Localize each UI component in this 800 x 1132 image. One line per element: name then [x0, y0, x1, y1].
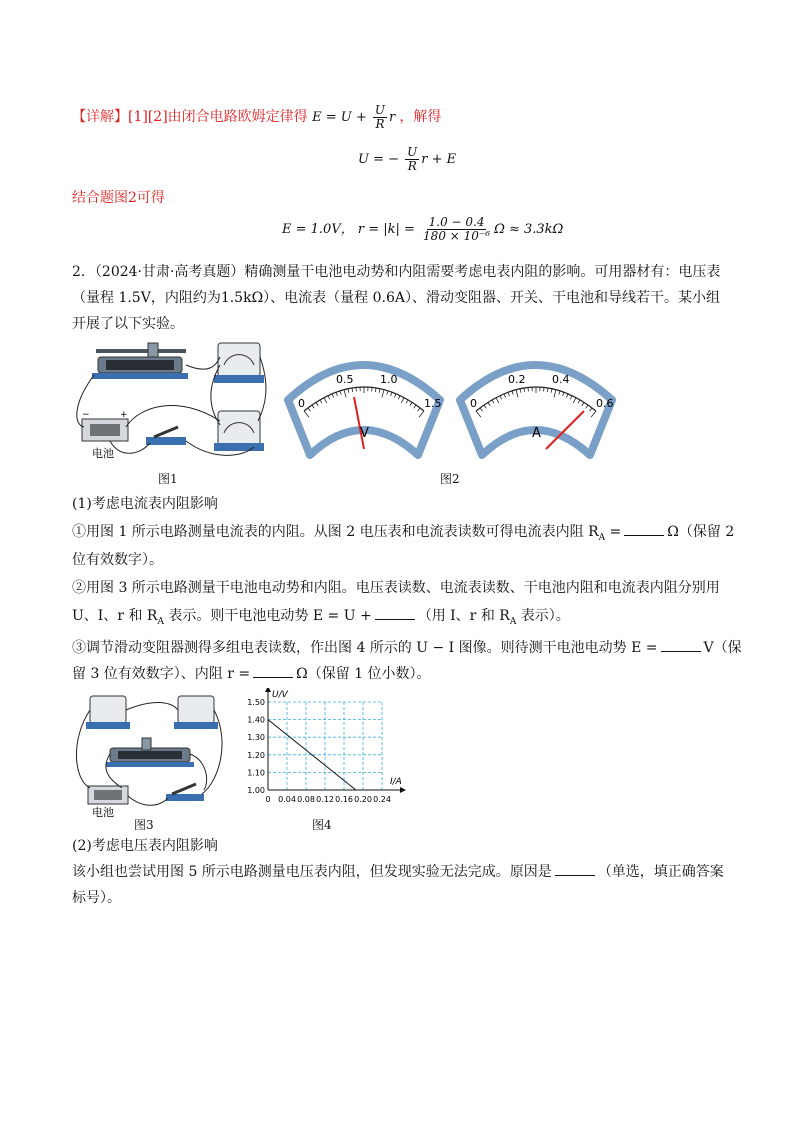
part-1-item-3b: [72, 664, 431, 684]
voltmeter-base: [214, 375, 264, 383]
wire: [128, 796, 168, 805]
p3a-end: V（保: [703, 640, 742, 656]
voltmeter-body: [90, 696, 126, 724]
x-tick-label: 0.12: [316, 795, 334, 804]
y-tick-label: 1.40: [247, 715, 265, 725]
part-2-item-a: [72, 862, 724, 882]
ammeter-letter: A: [532, 426, 541, 441]
switch-lever: [172, 784, 196, 794]
switch-base: [146, 437, 186, 445]
p2b-mid: 表示。则干电池电动势 E = U +: [163, 608, 372, 624]
r-num: 1.0 − 0.4: [428, 215, 485, 229]
y-axis-label: U/V: [272, 690, 288, 700]
rheostat-coil: [106, 360, 174, 370]
r-result: Ω ≈ 3.3kΩ: [494, 222, 564, 237]
e-value: E = 1.0V: [282, 222, 341, 237]
eq2-num: U: [407, 145, 418, 159]
a-tick-label: 0.4: [552, 373, 570, 386]
p2b-end: （用 I、r 和 R: [417, 608, 510, 624]
solution-combine: 结合题图2可得: [72, 190, 165, 206]
voltmeter-letter: V: [360, 426, 369, 441]
answer-blank-r[interactable]: [253, 665, 293, 678]
equation-2: [358, 146, 456, 173]
wire: [110, 441, 150, 453]
battery-cell: [90, 424, 120, 436]
answer-blank-reason[interactable]: [555, 863, 595, 876]
a-tick-label: 0.2: [508, 373, 526, 386]
wire: [126, 703, 178, 711]
x-axis-arrow: [400, 787, 406, 793]
battery-cell: [94, 790, 122, 800]
solution-line-1: [72, 104, 441, 131]
x-tick-label: 0.20: [354, 795, 372, 804]
battery-minus: −: [82, 410, 90, 420]
question-line-3: 开展了以下实验。: [72, 316, 184, 332]
x-tick-label: 0.16: [335, 795, 353, 804]
switch-lever: [154, 427, 178, 437]
ammeter-base: [214, 443, 264, 451]
rheostat-slider: [148, 343, 158, 357]
part-1-item-1a: [72, 522, 734, 548]
eq1-num: U: [374, 103, 386, 117]
solution-tag: 【详解】: [72, 109, 128, 125]
y-tick-label: 1.20: [247, 750, 265, 760]
x-tick-label: 0.08: [297, 795, 315, 804]
p2b-start: U、I、r 和 R: [72, 608, 158, 624]
answer-blank-emf[interactable]: [661, 639, 701, 652]
figure-2-meters: [278, 345, 618, 465]
part-1-item-2a: ②用图 3 所示电路测量干电池电动势和内阻。电压表读数、电流表读数、干电池内阻和电流表内阻分别用: [72, 580, 720, 596]
solution-intro: [1][2]由闭合电路欧姆定律得: [128, 109, 308, 125]
fig2-caption: 图2: [440, 472, 460, 486]
p2b-end2: 表示）。: [516, 608, 570, 624]
p1a-end: Ω（保留 2: [667, 524, 735, 540]
ammeter-body: [178, 696, 214, 724]
eq2-tail: r + E: [421, 152, 457, 167]
p2b-sub: A: [157, 616, 164, 627]
battery-label: 电池: [92, 806, 114, 819]
r-fraction: [421, 216, 492, 243]
figure-1-circuit: [70, 335, 270, 465]
p4a-end: （单选，填正确答案: [597, 864, 724, 880]
v-tick-label: 1.0: [380, 373, 398, 386]
question-line-2: （量程 1.5V，内阻约为1.5kΩ）、电流表（量程 0.6A）、滑动变阻器、开关、干电池和导线若干。某小组: [72, 290, 721, 306]
equation-1: [312, 103, 399, 131]
eq1-fraction: [373, 104, 387, 131]
eq1-tail: r: [389, 110, 396, 125]
y-tick-label: 1.50: [247, 698, 265, 707]
part-1-item-1b: 位有效数字）。: [72, 552, 163, 568]
voltmeter-base: [86, 722, 130, 729]
r-expr: r = |k| =: [357, 222, 415, 237]
part-1-item-3a: [72, 638, 742, 658]
a-tick-label: 0: [470, 397, 477, 410]
ammeter-base: [174, 722, 218, 729]
wire: [186, 357, 220, 369]
y-axis-arrow: [265, 688, 271, 692]
fig3-caption: 图3: [134, 818, 154, 832]
rheostat-base: [92, 373, 188, 379]
part-1-item-2b: [72, 606, 570, 632]
p3b-end: Ω（保留 1 位小数）。: [296, 666, 431, 682]
part-2-item-b: 标号）。: [72, 890, 121, 906]
rheostat-bar: [96, 349, 186, 353]
question-line-1: 2．（2024·甘肃·高考真题）精确测量干电池电动势和内阻需要考虑电表内阻的影响。可用器材有：电压表: [72, 264, 721, 280]
battery-plus: +: [120, 410, 128, 420]
voltmeter-body: [218, 343, 260, 377]
wire: [76, 710, 90, 788]
y-tick-label: 1.30: [247, 733, 265, 743]
eq2-fraction: [405, 146, 419, 173]
v-tick-label: 1.5: [424, 397, 442, 410]
fig1-caption: 图1: [158, 472, 178, 486]
fig4-caption: 图4: [312, 818, 332, 832]
rheostat-coil: [118, 751, 182, 759]
equation-3: E = 1.0V， r = |k| = $\frac{1.0 - 0.4}{\text{180 × 10⁻⁶}}$ Ω ≈ 3.3kΩ: [282, 215, 564, 243]
v-tick-label: 0: [298, 397, 305, 410]
part-2-heading: (2)考虑电压表内阻影响: [72, 838, 218, 854]
figure-3-circuit: [70, 690, 230, 820]
x-tick-label: 0.24: [373, 795, 391, 804]
ammeter-body: [218, 411, 260, 445]
solution-solve: ，解得: [399, 109, 442, 125]
x-tick-label: 0: [265, 795, 271, 804]
series-line: [268, 720, 356, 790]
figure-4-ui-chart: [236, 688, 406, 812]
v-tick-label: 0.5: [336, 373, 354, 386]
eq2-den: R: [407, 159, 417, 173]
answer-blank-emf-expr[interactable]: [375, 607, 415, 620]
r-den: 180 × 10⁻⁶: [423, 229, 491, 243]
wire: [126, 406, 220, 427]
rheostat-base: [106, 762, 194, 767]
eq2-lhs: U = −: [358, 152, 400, 167]
y-tick-label: 1.10: [247, 768, 265, 778]
voltmeter-dial: [288, 365, 442, 455]
ammeter-dial: [460, 365, 614, 455]
p3b-start: 留 3 位有效数字）、内阻 r =: [72, 666, 251, 682]
battery-label: 电池: [92, 447, 114, 460]
p2b-sub2: A: [509, 616, 517, 627]
eq1-lhs: E = U +: [312, 110, 367, 125]
switch-base: [166, 794, 204, 801]
p1a-eq: =: [605, 524, 622, 540]
x-axis-label: I/A: [390, 777, 402, 787]
rheostat-slider: [142, 738, 151, 750]
part-1-heading: (1)考虑电流表内阻影响: [72, 496, 218, 512]
eq1-den: R: [375, 117, 385, 131]
y-tick-label: 1.00: [247, 786, 265, 795]
answer-blank-ra[interactable]: [624, 523, 664, 536]
p4a-start: 该小组也尝试用图 5 所示电路测量电压表内阻，但发现实验无法完成。原因是: [72, 864, 552, 880]
a-tick-label: 0.6: [596, 397, 614, 410]
p1a-text: ①用图 1 所示电路测量电流表的内阻。从图 2 电压表和电流表读数可得电流表内阻 R: [72, 524, 599, 540]
p1a-sub: A: [598, 532, 606, 543]
x-tick-label: 0.04: [278, 795, 296, 804]
p3a-start: ③调节滑动变阻器测得多组电表读数，作出图 4 所示的 U − I 图像。则待测干电池电动势 E =: [72, 640, 658, 656]
